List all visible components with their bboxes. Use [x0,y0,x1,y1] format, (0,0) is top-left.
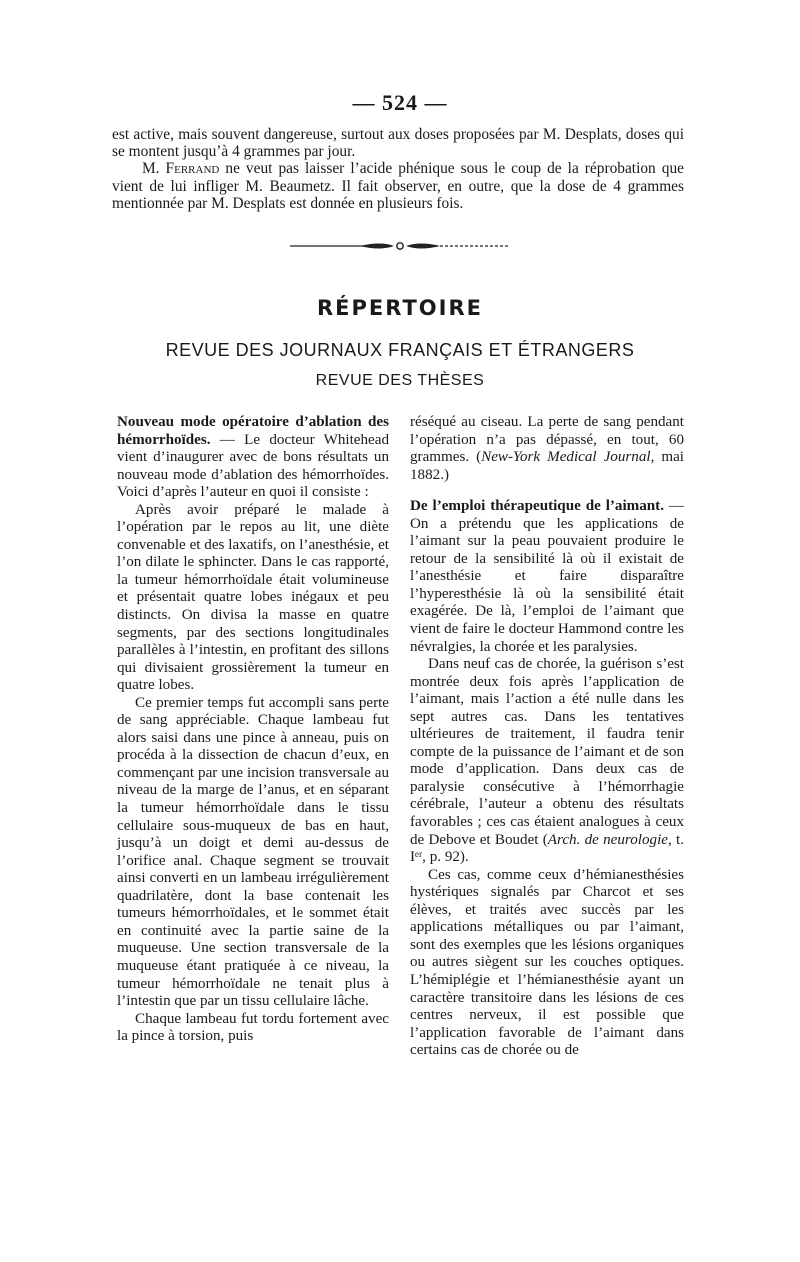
article-text: réséqué au ciseau. La perte de sang pendant l’opération n’a pas dépassé, en tout, 60 grammes. ( [410,414,684,466]
article-magnet [410,498,684,1060]
intro-text [112,126,684,212]
section-subtitle-journals: REVUE DES JOURNAUX FRANÇAIS ET ÉTRANGERS [165,340,635,360]
section-subtitle-theses: REVUE DES THÈSES [315,372,485,389]
article-hemorrhoids [117,414,389,1046]
speaker-name: M. Ferrand [142,160,220,178]
article-magnet-intro [410,498,684,656]
article-text: , mai 1882.) [410,449,684,483]
section-title: RÉPERTOIRE [317,296,483,320]
article-text: — Le docteur Whitehead vient d’inaugurer avec de bons résultats un nouveau mode d’ablation des hémorrhoïdes. Voici d’après l’auteur en quoi il consiste : [117,431,389,501]
article-heading: De l’emploi thérapeutique de l’aimant. [410,498,664,515]
intro-paragraph-2 [112,160,684,212]
article-text: — On a prétendu que les applications de l’aimant sur la peau pouvaient produire le retour de la sensibilité là où il existait de l’anesthésie et faire disparaître l’hyperesthésie là où la sensibilité était exagérée. De là, l’emploi de l’aimant que vient de faire le docteur Hammond contre les névralgies, la chorée et les paralysies. [410,498,684,655]
ornament-divider [290,238,510,254]
article-heading: Nouveau mode opératoire d’ablation des hémorrhoïdes. [117,414,389,448]
right-column [410,414,684,1060]
article-text: Dans neuf cas de chorée, la guérison s’est montrée deux fois après l’application de l’aimant, mais l’action a été nulle dans les sept autres cas. Dans les tentatives ultérieures de traitement, il faudra tenir compte de la puissance de l’aimant et de son mode d’application. Dans deux cas de paralysie consécutive à l’hémorrhagie cérébrale, l’auteur a obtenu des résultats favorables ; ces cas étaient analogues à ceux de Debove et Boudet ( [410,656,684,848]
intro-paragraph-2-text: ne veut pas laisser l’acide phénique sous le coup de la réprobation que vient de lui infliger M. Beaumetz. Il fait observer, en outre, que la dose de 4 grammes mentionnée par M. Desplats est donnée en plusieurs fois. [112,160,684,212]
article-text: , t. Iᵉʳ, p. 92). [410,831,684,866]
intro-paragraph-1: est active, mais souvent dangereuse, surtout aux doses proposées par M. Desplats, doses qui se montent jusqu’à 4 grammes par jour. [112,126,684,161]
article-hemorrhoids-end [410,414,684,484]
journal-reference: New-York Medical Journal [481,449,651,466]
article-paragraph: Ce premier temps fut accompli sans perte de sang appréciable. Chaque lambeau fut alors saisi dans une pince à anneau, puis on procéda à la dissection de chacun d’eux, en commençant par une incision transversale au niveau de la marge de l’anus, et en séparant la tumeur hémorrhoïdale dans le tissu cellulaire sous-muqueux de bas en haut, jusqu’à un doigt et demi au-dessus de l’orifice anal. Chaque segment se trouvait ainsi converti en un lambeau irrégulièrement quadrilatère, dont la base contenait les tumeurs hémorrhoïdales, et le sommet était en continuité avec la partie saine de la muqueuse. Une section transversale de la muqueuse étant pratiquée à ce niveau, la tumeur hémorrhoïdale ne tenait plus à l’intestin que par un tissu cellulaire lâche. [117,694,389,1010]
article-hemorrhoids-intro [117,414,389,502]
article-paragraph [410,656,684,867]
left-column [117,414,389,1046]
journal-reference: Arch. de neurologie [547,831,668,848]
article-paragraph: Chaque lambeau fut tordu fortement avec la pince à torsion, puis [117,1010,389,1045]
article-paragraph: Ces cas, comme ceux d’hémianesthésies hystériques signalés par Charcot et ses élèves, et traités avec succès par les applications métalliques ou par l’aimant, sont des exemples que les lésions organiques ou autres siègent sur les couches optiques. L’hémiplégie et l’hémianesthésie ayant un caractère transitoire dans les lésions de ces centres nerveux, il est possible que l’application favorable de l’aimant dans certains cas de chorée ou de [410,866,684,1059]
article-paragraph [410,414,684,484]
article-paragraph: Après avoir préparé le malade à l’opération par le repos au lit, une diète convenable et des laxatifs, on l’anesthésie, et l’on dilate le sphincter. Dans le cas rapporté, la tumeur hémorrhoïdale était volumineuse et présentait quatre lobes inégaux et peu distincts. On divisa la masse en quatre segments, par des sections longitudinales parallèles à l’intestin, en profitant des sillons qui divisaient grossièrement la tumeur en quatre lobes. [117,501,389,694]
page-number: — 524 — [352,90,448,115]
